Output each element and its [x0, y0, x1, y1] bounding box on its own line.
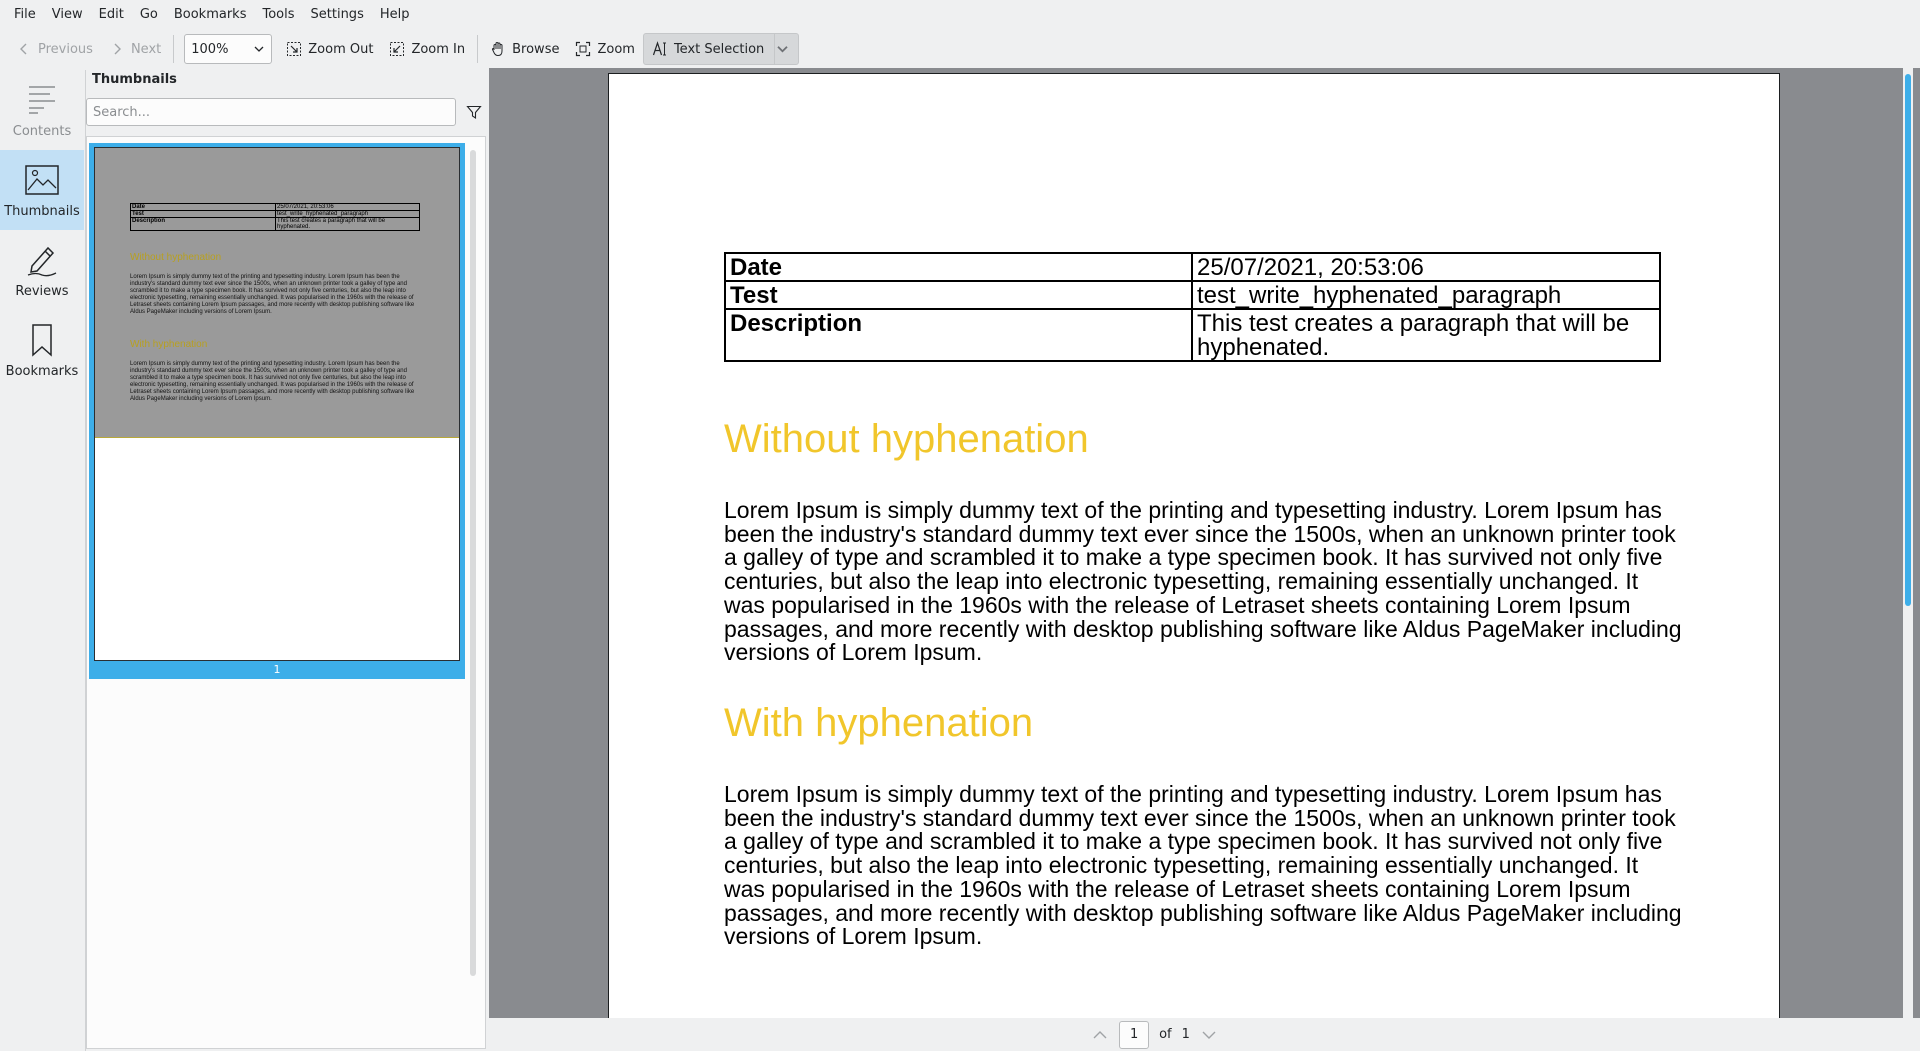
sidebar-tabs — [0, 70, 86, 1051]
page-navigation-bar — [489, 1018, 1920, 1051]
filter-icon[interactable] — [466, 104, 482, 120]
chevron-down-icon[interactable] — [1200, 1026, 1218, 1044]
panel-title: Thumbnails — [92, 72, 177, 87]
total-pages: 1 — [1181, 1027, 1190, 1042]
mini-cell: This test creates a paragraph that will be hyphenated. — [276, 218, 420, 231]
zoom-out-label: Zoom Out — [308, 41, 374, 57]
zoom-in-icon — [389, 41, 405, 57]
toolbar-separator — [477, 35, 478, 63]
chevron-down-icon — [775, 41, 790, 57]
table-key: Date — [725, 253, 1192, 281]
document-view[interactable] — [489, 68, 1920, 1018]
zoom-tool-label: Zoom — [597, 41, 635, 57]
zoom-out-icon — [286, 41, 302, 57]
zoom-out-button[interactable] — [278, 33, 381, 65]
mini-heading: With hyphenation — [130, 339, 208, 350]
mini-cell: 25/07/2021, 20:53:06 — [276, 204, 420, 211]
previous-button[interactable] — [8, 33, 101, 65]
thumbnail-preview — [94, 147, 460, 661]
next-button[interactable] — [101, 33, 169, 65]
zoom-in-label: Zoom In — [411, 41, 466, 57]
table-key: Test — [725, 281, 1192, 309]
paragraph-without-hyphenation: Lorem Ipsum is simply dummy text of the printing and typesetting industry. Lorem Ipsum has been the industry's standard dummy text ever since the 1500s, when an unknown printer took a galley of type and scrambled it to make a type specimen book. It has survived not only five centuries, but also the leap into electronic typesetting, remaining essentially unchanged. It was popularised in the 1960s with the release of Letraset sheets containing Lorem Ipsum passages, and more recently with desktop publishing software like Aldus PageMaker including versions of Lorem Ipsum. — [724, 497, 1682, 666]
document-scrollbar[interactable] — [1905, 74, 1911, 606]
chevron-right-icon — [109, 41, 125, 57]
sidebar-tab-label: Reviews — [15, 283, 69, 299]
table-value: test_write_hyphenated_paragraph — [1192, 281, 1660, 309]
page-number-input[interactable]: 1 — [1119, 1021, 1149, 1049]
menu-view[interactable]: View — [51, 7, 83, 22]
thumbnails-panel — [86, 70, 486, 1051]
menu-bookmarks[interactable]: Bookmarks — [173, 7, 247, 22]
table-value: 25/07/2021, 20:53:06 — [1192, 253, 1660, 281]
sidebar-tab-label: Thumbnails — [4, 203, 80, 219]
browse-tool-button[interactable] — [482, 33, 567, 65]
mini-cell: Date — [131, 204, 276, 211]
zoom-select-icon — [575, 41, 591, 57]
menu-go[interactable]: Go — [139, 7, 158, 22]
thumbnail-scrollbar[interactable] — [470, 150, 476, 976]
mini-cell: Test — [131, 211, 276, 218]
main-toolbar — [0, 30, 1920, 68]
menu-edit[interactable]: Edit — [98, 7, 124, 22]
browse-label: Browse — [512, 41, 560, 57]
table-key: Description — [725, 309, 1192, 361]
thumbnail-mini-table — [130, 203, 420, 231]
mini-cell: test_write_hyphenated_paragraph — [276, 211, 420, 218]
sidebar-tab-contents[interactable] — [0, 70, 84, 150]
contents-icon — [24, 82, 60, 118]
previous-label: Previous — [38, 41, 93, 57]
document-page — [608, 73, 1780, 1018]
of-label: of — [1159, 1027, 1172, 1042]
reviews-icon — [24, 242, 60, 278]
mini-cell: Description — [131, 218, 276, 231]
chevron-down-icon — [253, 43, 265, 55]
mini-paragraph: Lorem Ipsum is simply dummy text of the printing and typesetting industry. Lorem Ipsum has been the industry's standard dummy text ever since the 1500s, when an unknown printer took a galley of type and scrambled it to make a type specimen book. It has survived not only five centuries, but also the leap into electronic typesetting, remaining essentially unchanged. It was popularised in the 1960s with the release of Letraset sheets containing Lorem Ipsum passages, and more recently with desktop publishing software like Aldus PageMaker including versions of Lorem Ipsum. — [130, 361, 415, 402]
zoom-in-button[interactable] — [381, 33, 473, 65]
next-label: Next — [130, 41, 162, 57]
sidebar-tab-thumbnails[interactable] — [0, 150, 84, 230]
table-row — [725, 253, 1660, 281]
bookmarks-icon — [24, 322, 60, 358]
menu-file[interactable]: File — [14, 7, 36, 22]
table-row — [725, 309, 1660, 361]
zoom-select[interactable] — [184, 34, 272, 64]
zoom-tool-button[interactable] — [567, 33, 642, 65]
text-selection-tool-button[interactable] — [643, 33, 799, 65]
thumbnails-icon — [24, 162, 60, 198]
text-selection-label: Text Selection — [673, 41, 765, 57]
mini-paragraph: Lorem Ipsum is simply dummy text of the printing and typesetting industry. Lorem Ipsum has been the industry's standard dummy text ever since the 1500s, when an unknown printer took a galley of type and scrambled it to make a type specimen book. It has survived not only five centuries, but also the leap into electronic typesetting, remaining essentially unchanged. It was popularised in the 1960s with the release of Letraset sheets containing Lorem Ipsum passages, and more recently with desktop publishing software like Aldus PageMaker including versions of Lorem Ipsum. — [130, 274, 415, 315]
sidebar-tab-label: Bookmarks — [5, 363, 79, 379]
zoom-value: 100% — [191, 41, 229, 57]
thumbnail-list[interactable] — [86, 136, 486, 1049]
thumbnail-page-1[interactable] — [89, 143, 465, 679]
mini-heading: Without hyphenation — [130, 252, 222, 263]
menu-settings[interactable]: Settings — [310, 7, 364, 22]
test-info-table — [724, 252, 1661, 362]
table-row — [725, 281, 1660, 309]
chevron-up-icon[interactable] — [1091, 1026, 1109, 1044]
menu-help[interactable]: Help — [379, 7, 410, 22]
table-value: This test creates a paragraph that will be hyphenated. — [1192, 309, 1660, 361]
menu-tools[interactable]: Tools — [262, 7, 295, 22]
tool-dropdown-arrow[interactable] — [774, 33, 790, 65]
hand-icon — [490, 41, 506, 57]
chevron-left-icon — [16, 41, 32, 57]
heading-without-hyphenation: Without hyphenation — [724, 417, 1089, 461]
text-selection-icon — [652, 41, 668, 57]
sidebar-tab-label: Contents — [12, 123, 72, 139]
thumbnail-search-input[interactable] — [86, 98, 456, 126]
sidebar-tab-bookmarks[interactable] — [0, 310, 84, 390]
thumbnail-page-number: 1 — [273, 663, 281, 676]
sidebar-tab-reviews[interactable] — [0, 230, 84, 310]
toolbar-separator — [173, 35, 174, 63]
paragraph-with-hyphenation: Lorem Ipsum is simply dummy text of the printing and typesetting industry. Lorem Ipsum has been the industry's standard dummy text ever since the 1500s, when an unknown printer took a galley of type and scrambled it to make a type specimen book. It has survived not only five centuries, but also the leap into electronic typesetting, remaining essentially unchanged. It was popularised in the 1960s with the release of Letraset sheets containing Lorem Ipsum passages, and more recently with desktop publishing software like Aldus PageMaker including versions of Lorem Ipsum. — [724, 781, 1682, 950]
menubar — [0, 0, 1920, 30]
heading-with-hyphenation: With hyphenation — [724, 701, 1034, 745]
